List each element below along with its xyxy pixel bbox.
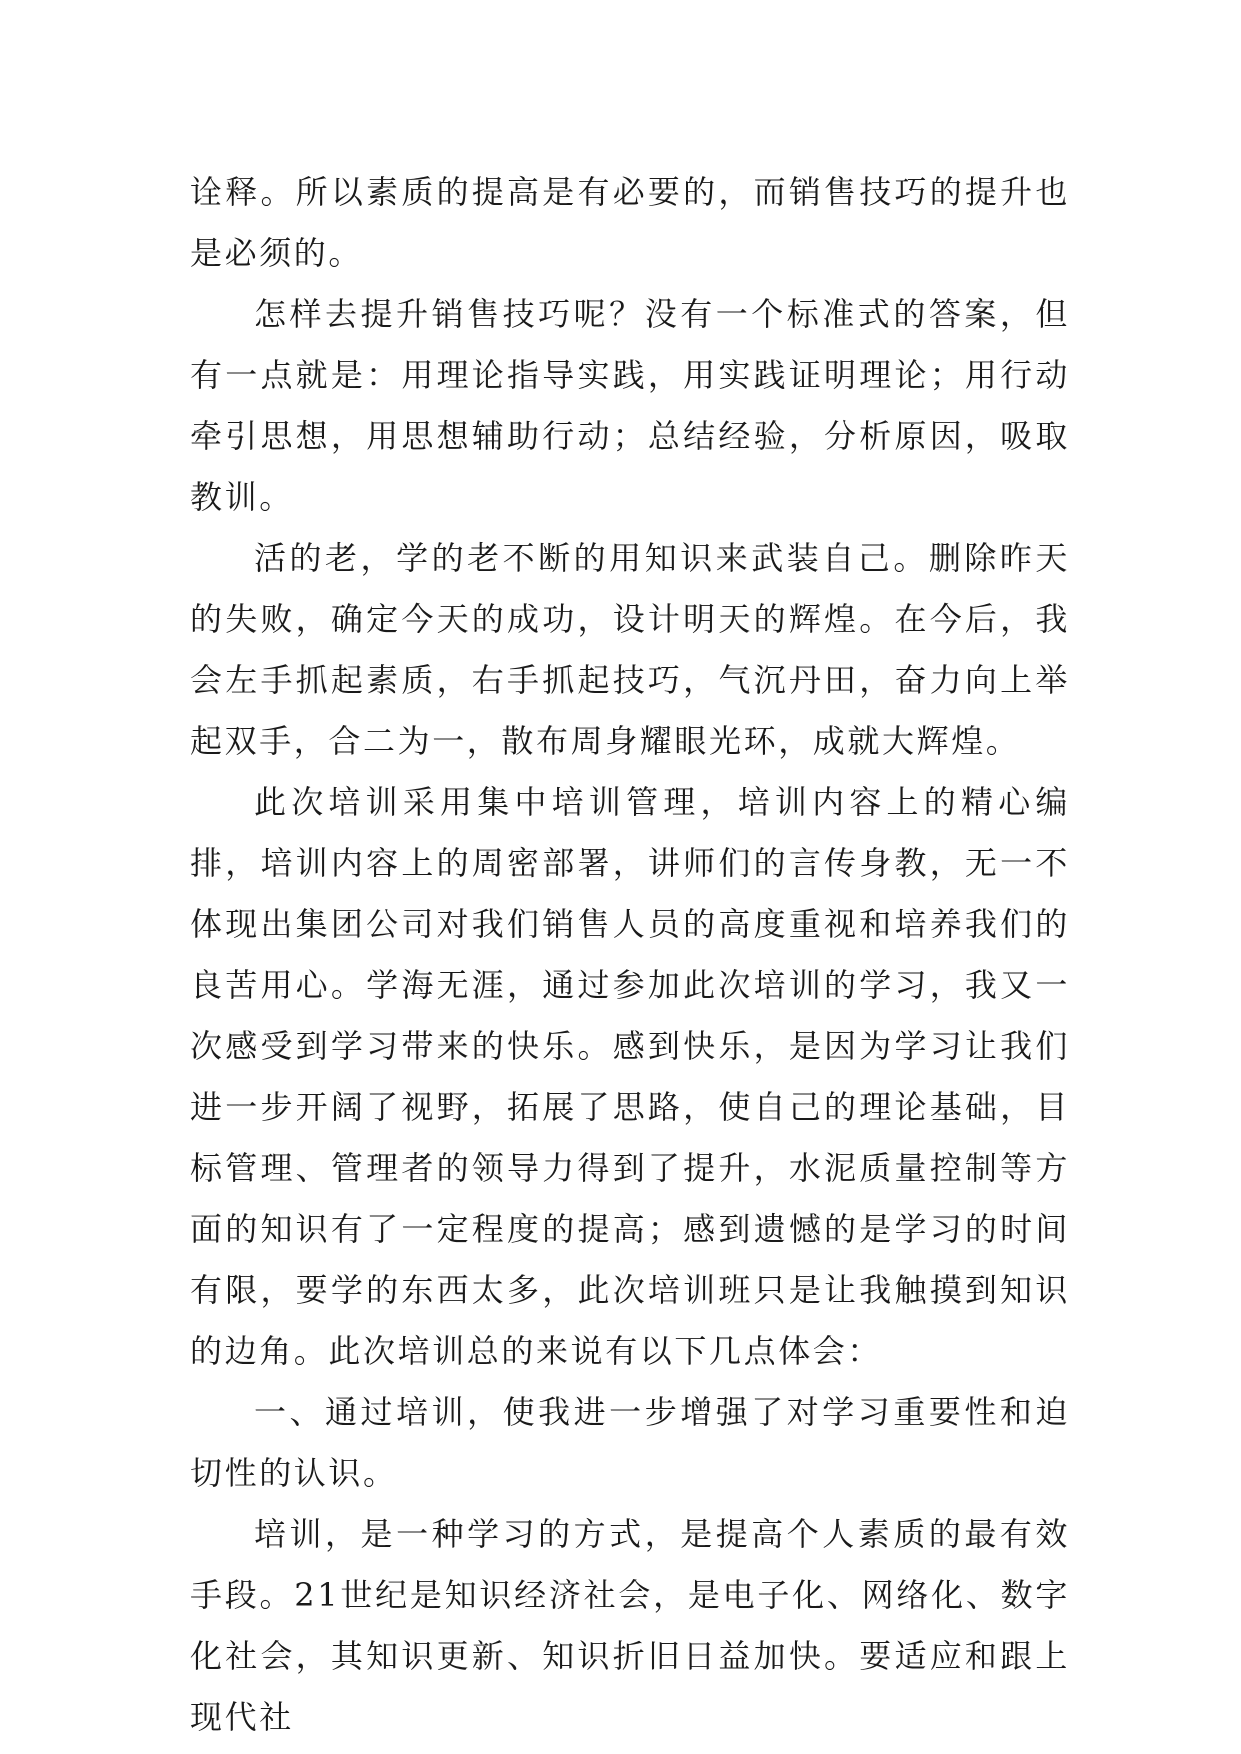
document-body <box>190 162 1070 1748</box>
paragraph-1: 诠释。所以素质的提高是有必要的，而销售技巧的提升也是必须的。 <box>190 173 1070 272</box>
paragraph-5: 一、通过培训，使我进一步增强了对学习重要性和迫切性的认识。 <box>190 1393 1070 1492</box>
paragraph-3: 活的老，学的老不断的用知识来武装自己。删除昨天的失败，确定今天的成功，设计明天的辉煌。在今后，我会左手抓起素质，右手抓起技巧，气沉丹田，奋力向上举起双手，合二为一，散布周身耀眼光环，成就大辉煌。 <box>190 539 1070 760</box>
paragraph-4: 此次培训采用集中培训管理，培训内容上的精心编排，培训内容上的周密部署，讲师们的言传身教，无一不体现出集团公司对我们销售人员的高度重视和培养我们的良苦用心。学海无涯，通过参加此次培训的学习，我又一次感受到学习带来的快乐。感到快乐，是因为学习让我们进一步开阔了视野，拓展了思路，使自己的理论基础，目标管理、管理者的领导力得到了提升，水泥质量控制等方面的知识有了一定程度的提高；感到遗憾的是学习的时间有限，要学的东西太多，此次培训班只是让我触摸到知识的边角。此次培训总的来说有以下几点体会： <box>190 783 1070 1370</box>
paragraph-2: 怎样去提升销售技巧呢？没有一个标准式的答案，但有一点就是：用理论指导实践，用实践证明理论；用行动牵引思想，用思想辅助行动；总结经验，分析原因，吸取教训。 <box>190 295 1070 516</box>
paragraph-6: 培训，是一种学习的方式，是提高个人素质的最有效手段。21世纪是知识经济社会，是电子化、网络化、数字化社会，其知识更新、知识折旧日益加快。要适应和跟上现代社 <box>190 1515 1070 1736</box>
